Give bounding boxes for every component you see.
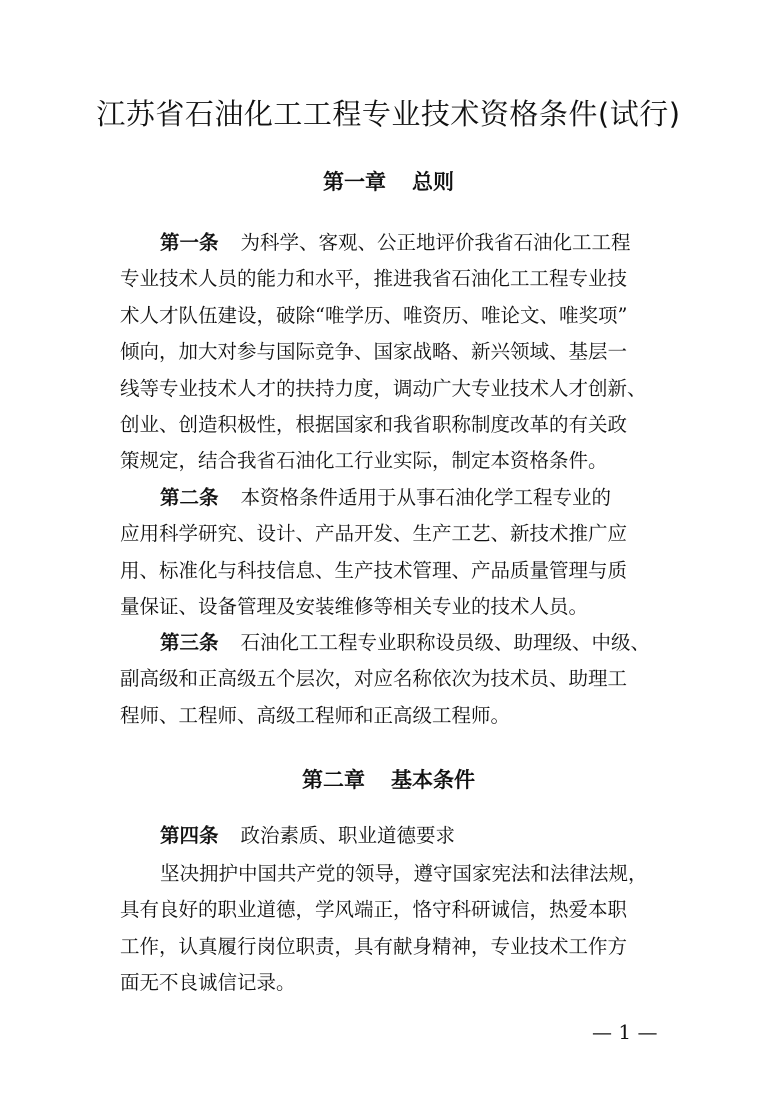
article-4-line-1: 坚决拥护中国共产党的领导，遵守国家宪法和法律法规，	[160, 862, 648, 885]
article-3-label: 第三条	[160, 631, 219, 654]
article-2-label: 第二条	[160, 486, 219, 509]
article-1-line-2: 专业技术人员的能力和水平，推进我省石油化工工程专业技	[120, 267, 628, 291]
article-1-line-4: 倾向，加大对参与国际竞争、国家战略、新兴领域、基层一	[120, 340, 628, 364]
article-3-line-2: 副高级和正高级五个层次，对应名称依次为技术员、助理工	[120, 667, 628, 691]
article-3	[120, 625, 680, 734]
article-1	[120, 225, 680, 480]
article-4-label: 第四条	[160, 824, 219, 847]
chapter-2-name: 基本条件	[391, 768, 475, 792]
article-4-heading	[120, 818, 680, 854]
chapter-2-number: 第二章	[302, 768, 365, 792]
article-2-line-2: 应用科学研究、设计、产品开发、生产工艺、新技术推广应	[120, 522, 628, 546]
article-4-title: 政治素质、职业道德要求	[240, 824, 456, 847]
article-1-line-3: 术人才队伍建设，破除“唯学历、唯资历、唯论文、唯奖项”	[120, 303, 628, 327]
article-4-body	[120, 856, 680, 1002]
article-1-line-1: 为科学、客观、公正地评价我省石油化工工程	[240, 231, 631, 254]
article-2-line-3: 用、标准化与科技信息、生产技术管理、产品质量管理与质	[120, 558, 628, 582]
article-4-line-3: 工作，认真履行岗位职责，具有献身精神，专业技术工作方	[120, 934, 628, 958]
article-1-label: 第一条	[160, 231, 219, 254]
article-2-line-1: 本资格条件适用于从事石油化学工程专业的	[240, 486, 612, 509]
document-title: 江苏省石油化工工程专业技术资格条件(试行)	[96, 97, 681, 131]
article-2-line-4: 量保证、设备管理及安装维修等相关专业的技术人员。	[120, 595, 589, 619]
article-3-line-3: 程师、工程师、高级工程师和正高级工程师。	[120, 703, 511, 727]
article-3-line-1: 石油化工工程专业职称设员级、助理级、中级、	[240, 631, 651, 654]
article-1-line-7: 策规定，结合我省石油化工行业实际，制定本资格条件。	[120, 449, 608, 473]
article-4-line-4: 面无不良诚信记录。	[120, 971, 296, 995]
article-2	[120, 480, 680, 626]
article-1-line-6: 创业、创造积极性，根据国家和我省职称制度改革的有关政	[120, 412, 628, 436]
chapter-1-name: 总则	[412, 170, 454, 194]
page-number: — 1 —	[592, 1020, 658, 1044]
article-1-line-5: 线等专业技术人才的扶持力度，调动广大专业技术人才创新、	[120, 376, 647, 400]
chapter-1-number: 第一章	[323, 170, 386, 194]
chapter-2-heading	[0, 765, 777, 795]
chapter-1-heading	[0, 167, 777, 197]
article-4-line-2: 具有良好的职业道德，学风端正，恪守科研诚信，热爱本职	[120, 898, 628, 922]
